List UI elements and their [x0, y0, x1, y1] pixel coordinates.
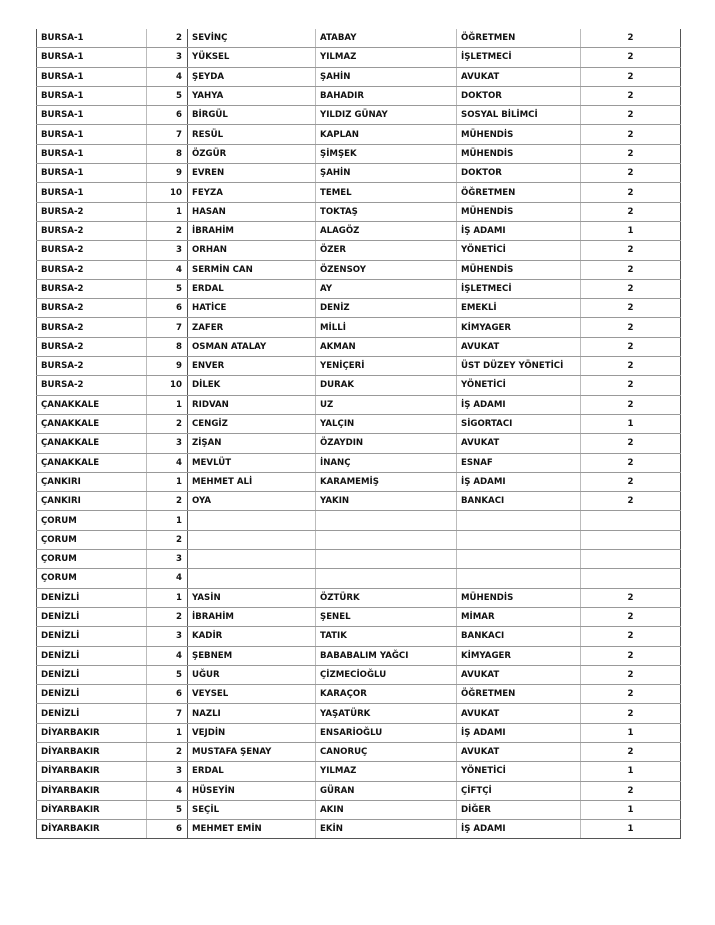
table-row: [37, 646, 681, 665]
last-name-cell: KARAÇOR: [316, 685, 457, 704]
rank-cell: 4: [147, 569, 188, 588]
first-name-cell: ERDAL: [188, 762, 316, 781]
table-row: [37, 357, 681, 376]
rank-cell: 2: [147, 530, 188, 549]
profession-cell: YÖNETİCİ: [457, 241, 581, 260]
rank-cell: 2: [147, 492, 188, 511]
count-cell: 2: [581, 357, 681, 376]
last-name-cell: ALAGÖZ: [316, 221, 457, 240]
province-cell: DENİZLİ: [37, 704, 147, 723]
profession-cell: [457, 530, 581, 549]
profession-cell: AVUKAT: [457, 665, 581, 684]
last-name-cell: TATIK: [316, 627, 457, 646]
last-name-cell: YALÇIN: [316, 414, 457, 433]
last-name-cell: DENİZ: [316, 299, 457, 318]
province-cell: DİYARBAKIR: [37, 742, 147, 761]
first-name-cell: [188, 550, 316, 569]
rank-cell: 3: [147, 550, 188, 569]
rank-cell: 3: [147, 627, 188, 646]
last-name-cell: BAHADIR: [316, 86, 457, 105]
rank-cell: 8: [147, 337, 188, 356]
count-cell: 2: [581, 781, 681, 800]
table-row: [37, 260, 681, 279]
count-cell: 2: [581, 144, 681, 163]
first-name-cell: RIDVAN: [188, 395, 316, 414]
first-name-cell: ERDAL: [188, 279, 316, 298]
first-name-cell: HATİCE: [188, 299, 316, 318]
count-cell: 2: [581, 685, 681, 704]
first-name-cell: İBRAHİM: [188, 607, 316, 626]
last-name-cell: ÖZER: [316, 241, 457, 260]
table-row: [37, 453, 681, 472]
first-name-cell: RESÜL: [188, 125, 316, 144]
rank-cell: 10: [147, 376, 188, 395]
last-name-cell: BABABALIM YAĞCI: [316, 646, 457, 665]
count-cell: 2: [581, 279, 681, 298]
first-name-cell: YÜKSEL: [188, 48, 316, 67]
table-row: [37, 627, 681, 646]
first-name-cell: EVREN: [188, 164, 316, 183]
province-cell: BURSA-1: [37, 125, 147, 144]
profession-cell: İŞ ADAMI: [457, 472, 581, 491]
count-cell: 1: [581, 723, 681, 742]
table-row: [37, 588, 681, 607]
count-cell: 2: [581, 86, 681, 105]
province-cell: BURSA-1: [37, 183, 147, 202]
first-name-cell: ENVER: [188, 357, 316, 376]
profession-cell: KİMYAGER: [457, 646, 581, 665]
first-name-cell: ŞEYDA: [188, 67, 316, 86]
rank-cell: 2: [147, 742, 188, 761]
count-cell: 2: [581, 704, 681, 723]
last-name-cell: AY: [316, 279, 457, 298]
last-name-cell: ŞİMŞEK: [316, 144, 457, 163]
last-name-cell: ATABAY: [316, 29, 457, 48]
count-cell: 2: [581, 492, 681, 511]
table-row: [37, 607, 681, 626]
table-row: [37, 569, 681, 588]
first-name-cell: SEVİNÇ: [188, 29, 316, 48]
rank-cell: 2: [147, 607, 188, 626]
rank-cell: 4: [147, 453, 188, 472]
table-row: [37, 29, 681, 48]
table-row: [37, 395, 681, 414]
province-cell: BURSA-2: [37, 221, 147, 240]
first-name-cell: HÜSEYİN: [188, 781, 316, 800]
profession-cell: AVUKAT: [457, 434, 581, 453]
province-cell: BURSA-1: [37, 164, 147, 183]
profession-cell: AVUKAT: [457, 704, 581, 723]
profession-cell: İŞLETMECİ: [457, 279, 581, 298]
table-row: [37, 164, 681, 183]
province-cell: BURSA-1: [37, 144, 147, 163]
rank-cell: 1: [147, 202, 188, 221]
profession-cell: BANKACI: [457, 492, 581, 511]
profession-cell: İŞ ADAMI: [457, 820, 581, 839]
rank-cell: 7: [147, 125, 188, 144]
first-name-cell: İBRAHİM: [188, 221, 316, 240]
first-name-cell: KADİR: [188, 627, 316, 646]
profession-cell: AVUKAT: [457, 337, 581, 356]
count-cell: 2: [581, 665, 681, 684]
last-name-cell: YAŞATÜRK: [316, 704, 457, 723]
province-cell: DENİZLİ: [37, 685, 147, 704]
province-cell: BURSA-1: [37, 48, 147, 67]
table-row: [37, 665, 681, 684]
profession-cell: SOSYAL BİLİMCİ: [457, 106, 581, 125]
table-row: [37, 221, 681, 240]
last-name-cell: GÜRAN: [316, 781, 457, 800]
rank-cell: 3: [147, 434, 188, 453]
profession-cell: MÜHENDİS: [457, 144, 581, 163]
count-cell: [581, 530, 681, 549]
table-row: [37, 781, 681, 800]
rank-cell: 4: [147, 781, 188, 800]
first-name-cell: ORHAN: [188, 241, 316, 260]
last-name-cell: YILDIZ GÜNAY: [316, 106, 457, 125]
profession-cell: ÇİFTÇİ: [457, 781, 581, 800]
count-cell: 2: [581, 318, 681, 337]
province-cell: BURSA-2: [37, 241, 147, 260]
profession-cell: MÜHENDİS: [457, 588, 581, 607]
province-cell: DENİZLİ: [37, 627, 147, 646]
profession-cell: KİMYAGER: [457, 318, 581, 337]
rank-cell: 6: [147, 685, 188, 704]
rank-cell: 3: [147, 762, 188, 781]
province-cell: DİYARBAKIR: [37, 800, 147, 819]
count-cell: 1: [581, 800, 681, 819]
rank-cell: 1: [147, 511, 188, 530]
count-cell: 2: [581, 337, 681, 356]
first-name-cell: OSMAN ATALAY: [188, 337, 316, 356]
profession-cell: DOKTOR: [457, 164, 581, 183]
profession-cell: DİĞER: [457, 800, 581, 819]
rank-cell: 10: [147, 183, 188, 202]
profession-cell: MÜHENDİS: [457, 125, 581, 144]
table-row: [37, 762, 681, 781]
last-name-cell: ŞENEL: [316, 607, 457, 626]
profession-cell: İŞLETMECİ: [457, 48, 581, 67]
rank-cell: 9: [147, 357, 188, 376]
last-name-cell: YAKIN: [316, 492, 457, 511]
profession-cell: İŞ ADAMI: [457, 395, 581, 414]
profession-cell: EMEKLİ: [457, 299, 581, 318]
province-cell: DENİZLİ: [37, 607, 147, 626]
profession-cell: DOKTOR: [457, 86, 581, 105]
last-name-cell: YILMAZ: [316, 48, 457, 67]
count-cell: [581, 569, 681, 588]
first-name-cell: DİLEK: [188, 376, 316, 395]
last-name-cell: ŞAHİN: [316, 67, 457, 86]
province-cell: DENİZLİ: [37, 588, 147, 607]
first-name-cell: ÖZGÜR: [188, 144, 316, 163]
rank-cell: 5: [147, 86, 188, 105]
first-name-cell: YAHYA: [188, 86, 316, 105]
count-cell: 2: [581, 260, 681, 279]
profession-cell: YÖNETİCİ: [457, 762, 581, 781]
province-cell: BURSA-2: [37, 337, 147, 356]
profession-cell: MÜHENDİS: [457, 260, 581, 279]
first-name-cell: MUSTAFA ŞENAY: [188, 742, 316, 761]
profession-cell: ÖĞRETMEN: [457, 685, 581, 704]
rank-cell: 4: [147, 67, 188, 86]
profession-cell: AVUKAT: [457, 67, 581, 86]
profession-cell: YÖNETİCİ: [457, 376, 581, 395]
rank-cell: 7: [147, 704, 188, 723]
count-cell: 2: [581, 434, 681, 453]
count-cell: 2: [581, 164, 681, 183]
rank-cell: 4: [147, 260, 188, 279]
first-name-cell: MEVLÜT: [188, 453, 316, 472]
profession-cell: [457, 550, 581, 569]
first-name-cell: MEHMET ALİ: [188, 472, 316, 491]
province-cell: DİYARBAKIR: [37, 762, 147, 781]
last-name-cell: DURAK: [316, 376, 457, 395]
last-name-cell: ENSARİOĞLU: [316, 723, 457, 742]
province-cell: ÇORUM: [37, 511, 147, 530]
last-name-cell: [316, 530, 457, 549]
first-name-cell: [188, 569, 316, 588]
first-name-cell: ŞEBNEM: [188, 646, 316, 665]
profession-cell: SİGORTACI: [457, 414, 581, 433]
first-name-cell: [188, 511, 316, 530]
count-cell: 2: [581, 299, 681, 318]
count-cell: 1: [581, 221, 681, 240]
rank-cell: 8: [147, 144, 188, 163]
table-row: [37, 492, 681, 511]
count-cell: 2: [581, 646, 681, 665]
rank-cell: 6: [147, 299, 188, 318]
last-name-cell: ÖZAYDIN: [316, 434, 457, 453]
last-name-cell: EKİN: [316, 820, 457, 839]
count-cell: 2: [581, 67, 681, 86]
first-name-cell: CENGİZ: [188, 414, 316, 433]
candidate-table: [36, 29, 681, 839]
count-cell: [581, 511, 681, 530]
province-cell: BURSA-1: [37, 86, 147, 105]
count-cell: 2: [581, 125, 681, 144]
rank-cell: 2: [147, 221, 188, 240]
count-cell: 2: [581, 376, 681, 395]
table-row: [37, 550, 681, 569]
province-cell: ÇANKIRI: [37, 492, 147, 511]
count-cell: 2: [581, 607, 681, 626]
table-row: [37, 800, 681, 819]
province-cell: BURSA-1: [37, 29, 147, 48]
last-name-cell: UZ: [316, 395, 457, 414]
table-row: [37, 820, 681, 839]
count-cell: 2: [581, 453, 681, 472]
province-cell: BURSA-2: [37, 299, 147, 318]
rank-cell: 7: [147, 318, 188, 337]
count-cell: 1: [581, 414, 681, 433]
count-cell: 2: [581, 48, 681, 67]
count-cell: 2: [581, 29, 681, 48]
rank-cell: 6: [147, 106, 188, 125]
last-name-cell: YENİÇERİ: [316, 357, 457, 376]
profession-cell: [457, 569, 581, 588]
first-name-cell: SEÇİL: [188, 800, 316, 819]
rank-cell: 5: [147, 800, 188, 819]
count-cell: 2: [581, 742, 681, 761]
table-row: [37, 511, 681, 530]
rank-cell: 6: [147, 820, 188, 839]
table-row: [37, 472, 681, 491]
first-name-cell: ZAFER: [188, 318, 316, 337]
province-cell: BURSA-1: [37, 67, 147, 86]
profession-cell: İŞ ADAMI: [457, 723, 581, 742]
table-row: [37, 299, 681, 318]
rank-cell: 9: [147, 164, 188, 183]
profession-cell: [457, 511, 581, 530]
province-cell: ÇANKIRI: [37, 472, 147, 491]
count-cell: 1: [581, 820, 681, 839]
first-name-cell: VEJDİN: [188, 723, 316, 742]
last-name-cell: [316, 511, 457, 530]
province-cell: BURSA-2: [37, 260, 147, 279]
profession-cell: ÜST DÜZEY YÖNETİCİ: [457, 357, 581, 376]
table-row: [37, 530, 681, 549]
table-row: [37, 337, 681, 356]
rank-cell: 1: [147, 472, 188, 491]
first-name-cell: OYA: [188, 492, 316, 511]
province-cell: BURSA-2: [37, 376, 147, 395]
province-cell: BURSA-1: [37, 106, 147, 125]
profession-cell: İŞ ADAMI: [457, 221, 581, 240]
table-row: [37, 723, 681, 742]
rank-cell: 5: [147, 279, 188, 298]
profession-cell: MÜHENDİS: [457, 202, 581, 221]
province-cell: ÇORUM: [37, 550, 147, 569]
last-name-cell: CANORUÇ: [316, 742, 457, 761]
last-name-cell: [316, 569, 457, 588]
profession-cell: MİMAR: [457, 607, 581, 626]
last-name-cell: AKMAN: [316, 337, 457, 356]
count-cell: 2: [581, 395, 681, 414]
province-cell: BURSA-2: [37, 357, 147, 376]
first-name-cell: HASAN: [188, 202, 316, 221]
province-cell: ÇORUM: [37, 569, 147, 588]
last-name-cell: KAPLAN: [316, 125, 457, 144]
profession-cell: ÖĞRETMEN: [457, 183, 581, 202]
last-name-cell: [316, 550, 457, 569]
province-cell: DENİZLİ: [37, 665, 147, 684]
count-cell: 2: [581, 241, 681, 260]
count-cell: 2: [581, 183, 681, 202]
first-name-cell: [188, 530, 316, 549]
rank-cell: 1: [147, 395, 188, 414]
last-name-cell: ŞAHİN: [316, 164, 457, 183]
last-name-cell: TEMEL: [316, 183, 457, 202]
count-cell: 1: [581, 762, 681, 781]
table-row: [37, 685, 681, 704]
rank-cell: 4: [147, 646, 188, 665]
table-row: [37, 376, 681, 395]
first-name-cell: NAZLI: [188, 704, 316, 723]
table-row: [37, 202, 681, 221]
last-name-cell: ÇİZMECİOĞLU: [316, 665, 457, 684]
province-cell: DİYARBAKIR: [37, 781, 147, 800]
table-row: [37, 183, 681, 202]
province-cell: ÇANAKKALE: [37, 434, 147, 453]
first-name-cell: VEYSEL: [188, 685, 316, 704]
table-row: [37, 144, 681, 163]
first-name-cell: MEHMET EMİN: [188, 820, 316, 839]
count-cell: 2: [581, 588, 681, 607]
table-row: [37, 704, 681, 723]
rank-cell: 1: [147, 588, 188, 607]
province-cell: ÇORUM: [37, 530, 147, 549]
rank-cell: 3: [147, 48, 188, 67]
province-cell: DENİZLİ: [37, 646, 147, 665]
province-cell: BURSA-2: [37, 202, 147, 221]
first-name-cell: FEYZA: [188, 183, 316, 202]
rank-cell: 2: [147, 414, 188, 433]
last-name-cell: ÖZTÜRK: [316, 588, 457, 607]
last-name-cell: ÖZENSOY: [316, 260, 457, 279]
count-cell: 2: [581, 472, 681, 491]
table-row: [37, 279, 681, 298]
province-cell: ÇANAKKALE: [37, 395, 147, 414]
table-body: [37, 29, 681, 839]
table-row: [37, 125, 681, 144]
rank-cell: 3: [147, 241, 188, 260]
last-name-cell: AKIN: [316, 800, 457, 819]
table-row: [37, 241, 681, 260]
last-name-cell: TOKTAŞ: [316, 202, 457, 221]
rank-cell: 5: [147, 665, 188, 684]
table-row: [37, 86, 681, 105]
table-row: [37, 434, 681, 453]
first-name-cell: SERMİN CAN: [188, 260, 316, 279]
profession-cell: BANKACI: [457, 627, 581, 646]
profession-cell: AVUKAT: [457, 742, 581, 761]
province-cell: DİYARBAKIR: [37, 723, 147, 742]
first-name-cell: UĞUR: [188, 665, 316, 684]
province-cell: BURSA-2: [37, 279, 147, 298]
count-cell: 2: [581, 106, 681, 125]
last-name-cell: İNANÇ: [316, 453, 457, 472]
count-cell: 2: [581, 627, 681, 646]
province-cell: DİYARBAKIR: [37, 820, 147, 839]
last-name-cell: YILMAZ: [316, 762, 457, 781]
first-name-cell: YASİN: [188, 588, 316, 607]
rank-cell: 1: [147, 723, 188, 742]
table-row: [37, 414, 681, 433]
province-cell: BURSA-2: [37, 318, 147, 337]
first-name-cell: BİRGÜL: [188, 106, 316, 125]
last-name-cell: KARAMEMİŞ: [316, 472, 457, 491]
province-cell: ÇANAKKALE: [37, 414, 147, 433]
table-row: [37, 106, 681, 125]
profession-cell: ESNAF: [457, 453, 581, 472]
table-row: [37, 742, 681, 761]
count-cell: [581, 550, 681, 569]
table-row: [37, 318, 681, 337]
rank-cell: 2: [147, 29, 188, 48]
table-row: [37, 48, 681, 67]
province-cell: ÇANAKKALE: [37, 453, 147, 472]
count-cell: 2: [581, 202, 681, 221]
last-name-cell: MİLLİ: [316, 318, 457, 337]
table-row: [37, 67, 681, 86]
profession-cell: ÖĞRETMEN: [457, 29, 581, 48]
first-name-cell: ZİŞAN: [188, 434, 316, 453]
